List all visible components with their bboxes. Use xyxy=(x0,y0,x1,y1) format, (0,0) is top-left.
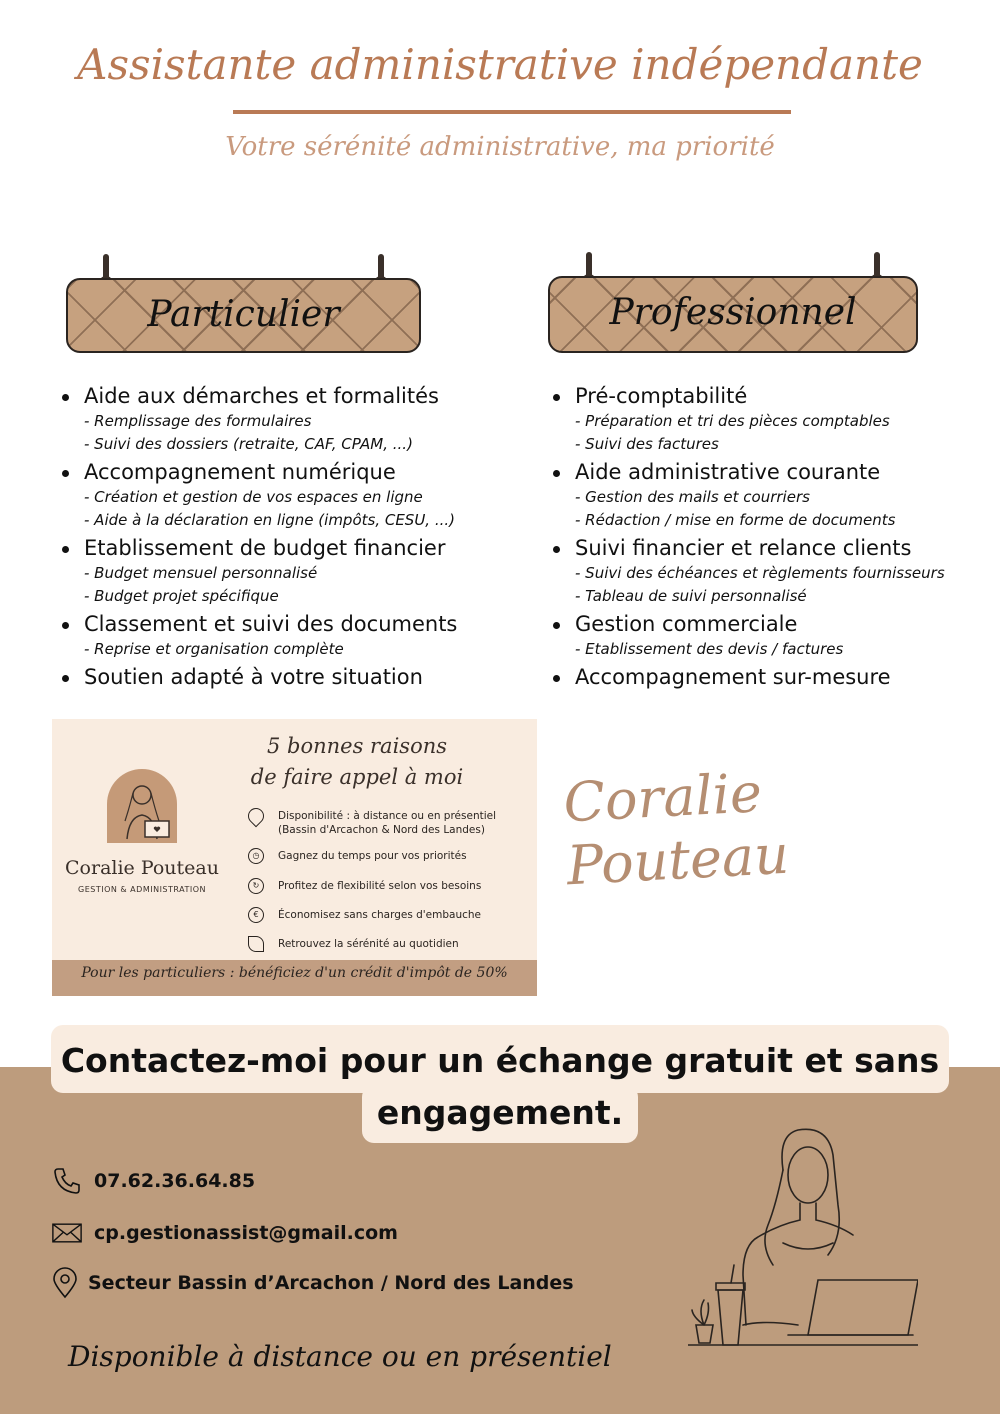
woman-laptop-icon xyxy=(107,769,177,843)
list-item xyxy=(549,459,969,532)
professionnel-services-list xyxy=(549,380,969,691)
reason-text: Économisez sans charges d'embauche xyxy=(278,909,482,921)
phone-number[interactable]: 07.62.36.64.85 xyxy=(94,1170,256,1192)
email-address[interactable]: cp.gestionassist@gmail.com xyxy=(94,1222,398,1244)
particulier-services-list xyxy=(58,380,518,691)
list-item xyxy=(549,664,969,691)
particulier-sign-label: Particulier xyxy=(147,294,340,335)
contact-phone[interactable] xyxy=(52,1166,255,1196)
list-item xyxy=(549,535,969,608)
service-detail: - Remplissage des formulaires xyxy=(84,412,312,430)
reason-item xyxy=(248,809,533,837)
reason-item xyxy=(248,849,533,864)
service-label: Etablissement de budget financier xyxy=(84,536,446,560)
list-item xyxy=(58,535,518,608)
list-item xyxy=(58,611,518,661)
service-label: Soutien adapté à votre situation xyxy=(84,665,423,689)
brand-block xyxy=(52,769,232,894)
service-area: Secteur Bassin d’Arcachon / Nord des Landes xyxy=(88,1272,574,1294)
reason-item xyxy=(248,937,533,952)
cta-line1: Contactez-moi pour un échange gratuit et sans xyxy=(60,1041,940,1080)
reason-text: Gagnez du temps pour vos priorités xyxy=(278,850,467,862)
phone-icon xyxy=(52,1166,82,1196)
list-item xyxy=(58,383,518,456)
location-pin-icon xyxy=(52,1268,78,1298)
list-item xyxy=(58,459,518,532)
service-label: Suivi financier et relance clients xyxy=(575,536,912,560)
euro-icon: € xyxy=(248,907,264,923)
reason-subtext: (Bassin d'Arcachon & Nord des Landes) xyxy=(278,824,485,836)
service-detail: - Suivi des échéances et règlements fournisseurs xyxy=(575,564,945,582)
reason-text: Profitez de flexibilité selon vos besoins xyxy=(278,880,482,892)
clock-icon: ◷ xyxy=(248,848,264,864)
reason-text: Retrouvez la sérénité au quotidien xyxy=(278,938,459,950)
tax-credit-text: Pour les particuliers : bénéficiez d'un crédit d'impôt de 50% xyxy=(81,965,508,981)
availability-note: Disponible à distance ou en présentiel xyxy=(68,1340,612,1373)
reasons-card xyxy=(52,719,537,996)
service-label: Pré-comptabilité xyxy=(575,384,748,408)
service-label: Aide administrative courante xyxy=(575,460,881,484)
service-label: Aide aux démarches et formalités xyxy=(84,384,439,408)
woman-laptop-drawing xyxy=(107,769,177,843)
location-pin-icon xyxy=(245,805,268,828)
contact-email[interactable] xyxy=(52,1218,398,1248)
service-detail: - Budget projet spécifique xyxy=(84,587,279,605)
title-divider xyxy=(233,110,791,114)
particulier-sign xyxy=(66,254,421,353)
service-detail: - Rédaction / mise en forme de documents xyxy=(575,511,896,529)
reason-text: Disponibilité : à distance ou en présentiel xyxy=(278,810,497,822)
signature: Coralie Pouteau xyxy=(562,761,791,898)
woman-laptop-illustration xyxy=(688,1125,918,1355)
reasons-heading xyxy=(242,731,472,793)
page-title: Assistante administrative indépendante xyxy=(77,40,923,89)
mail-icon xyxy=(52,1218,82,1248)
service-label: Classement et suivi des documents xyxy=(84,612,458,636)
reason-item xyxy=(248,879,533,894)
professionnel-sign-label: Professionnel xyxy=(609,292,857,333)
service-detail: - Tableau de suivi personnalisé xyxy=(575,587,807,605)
service-detail: - Reprise et organisation complète xyxy=(84,640,344,658)
brand-tagline: GESTION & ADMINISTRATION xyxy=(78,885,206,894)
professionnel-sign xyxy=(548,252,918,353)
leaf-icon xyxy=(248,936,264,952)
cta-line2: engagement. xyxy=(376,1093,624,1132)
service-detail: - Gestion des mails et courriers xyxy=(575,488,810,506)
list-item xyxy=(58,664,518,691)
service-detail: - Création et gestion de vos espaces en ligne xyxy=(84,488,423,506)
contact-area xyxy=(52,1268,574,1298)
page-subtitle: Votre sérénité administrative, ma priorité xyxy=(225,132,775,162)
reasons-heading-line1: 5 bonnes raisons xyxy=(266,734,448,758)
list-item xyxy=(549,611,969,661)
reasons-heading-line2: de faire appel à moi xyxy=(250,765,464,789)
reason-text-block xyxy=(278,809,496,837)
brand-name: Coralie Pouteau xyxy=(65,857,219,879)
reason-item xyxy=(248,908,533,923)
service-label: Accompagnement sur-mesure xyxy=(575,665,891,689)
flexibility-icon: ↻ xyxy=(248,878,264,894)
service-label: Gestion commerciale xyxy=(575,612,798,636)
service-label: Accompagnement numérique xyxy=(84,460,396,484)
service-detail: - Suivi des dossiers (retraite, CAF, CPAM, ...) xyxy=(84,435,413,453)
service-detail: - Suivi des factures xyxy=(575,435,719,453)
list-item xyxy=(549,383,969,456)
service-detail: - Préparation et tri des pièces comptables xyxy=(575,412,890,430)
service-detail: - Etablissement des devis / factures xyxy=(575,640,844,658)
service-detail: - Aide à la déclaration en ligne (impôts, CESU, ...) xyxy=(84,511,456,529)
service-detail: - Budget mensuel personnalisé xyxy=(84,564,318,582)
cta-heading xyxy=(51,1035,949,1139)
